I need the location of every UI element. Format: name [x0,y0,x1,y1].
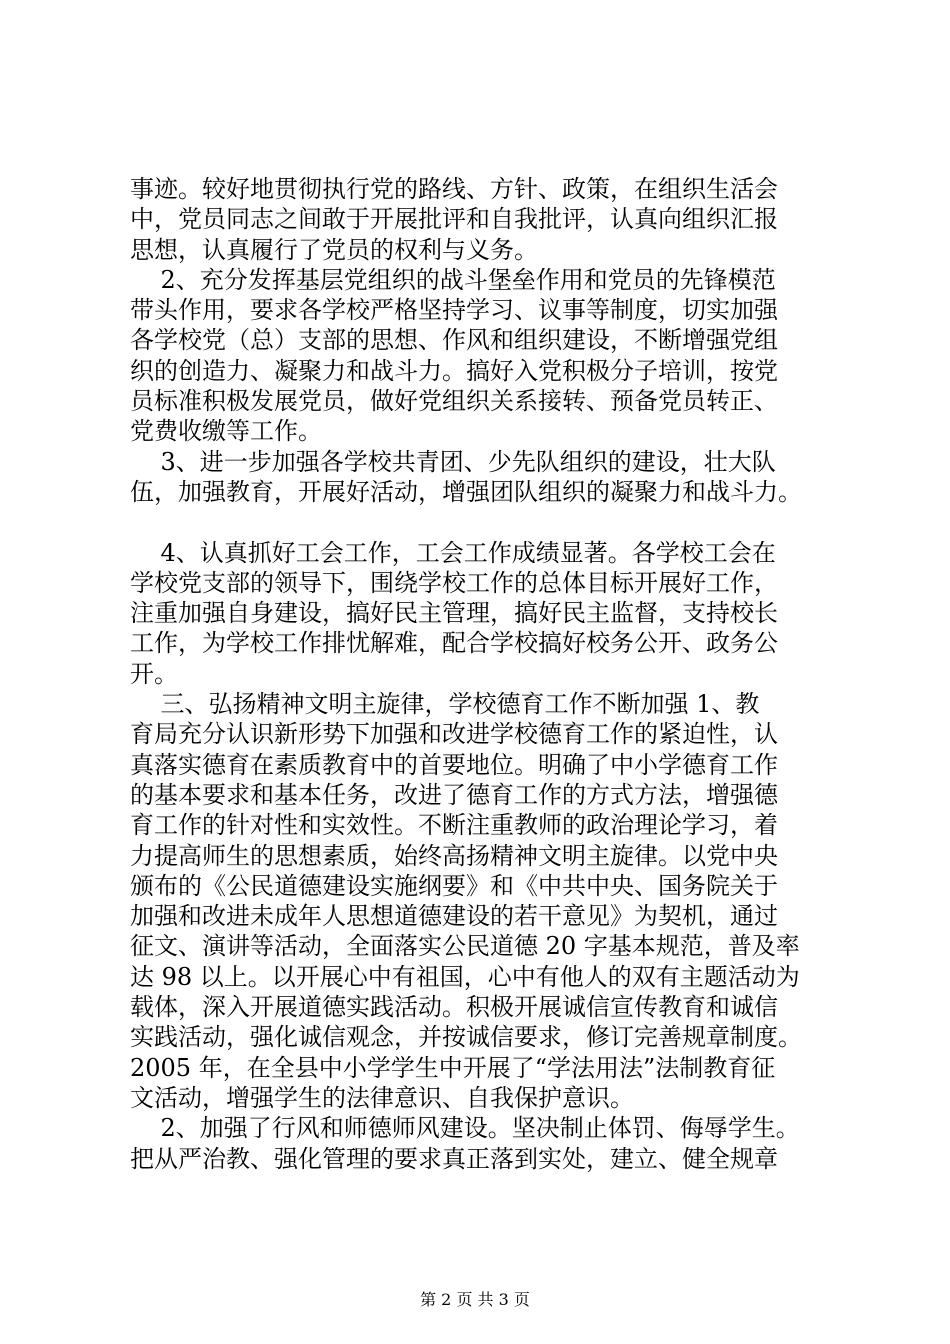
text-line: 伍，加强教育，开展好活动，增强团队组织的凝聚力和战斗力。 [130,477,802,506]
text-line: 党费收缴等工作。 [130,417,322,446]
page-footer [0,1290,950,1310]
text-line: 工作，为学校工作排忧解难，配合学校搞好校务公开、政务公 [130,629,778,658]
text-line: 带头作用，要求各学校严格坚持学习、议事等制度，切实加强 [130,296,778,325]
text-line: 2、加强了行风和师德师风建设。坚决制止体罚、侮辱学生。 [130,1114,800,1143]
text-line: 开。 [130,659,178,688]
text-line: 达 98 以上。以开展心中有祖国，心中有他人的双有主题活动为 [130,962,800,991]
text-line: 各学校党（总）支部的思想、作风和组织建设，不断增强党组 [130,326,778,355]
text-line: 员标准积极发展党员，做好党组织关系接转、预备党员转正、 [130,387,778,416]
text-line: 中，党员同志之间敢于开展批评和自我批评，认真向组织汇报 [130,205,778,234]
text-line: 加强和改进未成年人思想道德建设的若干意见》为契机，通过 [130,902,778,931]
document-body [130,174,830,1174]
text-line: 思想，认真履行了党员的权利与义务。 [130,235,538,264]
text-line: 三、弘扬精神文明主旋律，学校德育工作不断加强 1、教 [130,690,760,719]
text-line: 织的创造力、凝聚力和战斗力。搞好入党积极分子培训，按党 [130,356,778,385]
text-line: 学校党支部的领导下，围绕学校工作的总体目标开展好工作， [130,568,778,597]
text-line: 颁布的《公民道德建设实施纲要》和《中共中央、国务院关于 [130,871,778,900]
text-line: 真落实德育在素质教育中的首要地位。明确了中小学德育工作 [130,750,778,779]
text-line: 把从严治教、强化管理的要求真正落到实处，建立、健全规章 [130,1144,778,1173]
text-line: 实践活动，强化诚信观念，并按诚信要求，修订完善规章制度。 [130,1023,802,1052]
text-line: 力提高师生的思想素质，始终高扬精神文明主旋律。以党中央 [130,841,778,870]
text-line: 注重加强自身建设，搞好民主管理，搞好民主监督，支持校长 [130,599,778,628]
text-line: 的基本要求和基本任务，改进了德育工作的方式方法，增强德 [130,780,778,809]
text-line: 4、认真抓好工会工作，工会工作成绩显著。各学校工会在 [130,538,776,567]
text-line: 3、进一步加强各学校共青团、少先队组织的建设，壮大队 [130,447,776,476]
text-line: 2、充分发挥基层党组织的战斗堡垒作用和党员的先锋模范 [130,265,776,294]
text-line: 事迹。较好地贯彻执行党的路线、方针、政策，在组织生活会 [130,175,778,203]
text-line: 2005 年，在全县中小学学生中开展了“学法用法”法制教育征 [130,1053,776,1082]
text-line: 文活动，增强学生的法律意识、自我保护意识。 [130,1083,634,1112]
text-line: 育局充分认识新形势下加强和改进学校德育工作的紧迫性，认 [130,720,778,749]
page-number-label: 第 2 页 共 3 页 [420,1290,530,1309]
text-line: 育工作的针对性和实效性。不断注重教师的政治理论学习，着 [130,811,778,840]
blank-line [130,507,830,537]
text-line: 征文、演讲等活动，全面落实公民道德 20 字基本规范，普及率 [130,932,800,961]
text-line: 载体，深入开展道德实践活动。积极开展诚信宣传教育和诚信 [130,993,778,1022]
